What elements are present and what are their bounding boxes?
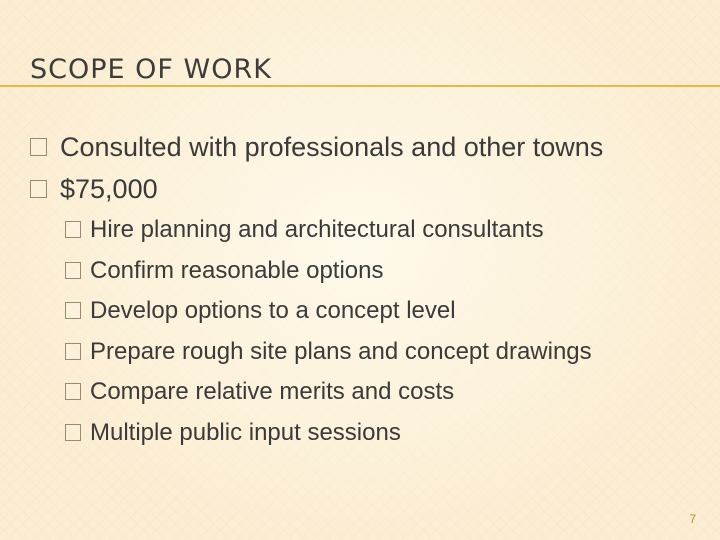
sub-bullet-text: Compare relative merits and costs xyxy=(90,378,455,405)
checkbox-square-icon xyxy=(30,180,47,198)
checkbox-square-icon xyxy=(65,424,81,441)
sub-bullet-text: Multiple public input sessions xyxy=(90,418,401,446)
checkbox-square-icon xyxy=(65,262,81,279)
bullet-item xyxy=(30,126,710,168)
slide-title: SCOPE OF WORK xyxy=(30,54,272,85)
checkbox-square-icon xyxy=(65,221,81,238)
sub-bullet-item xyxy=(30,291,710,332)
checkbox-square-icon xyxy=(65,383,81,400)
sub-bullet-text: Prepare rough site plans and concept drawings xyxy=(90,337,592,365)
checkbox-square-icon xyxy=(65,343,81,360)
checkbox-square-icon xyxy=(30,138,47,156)
bullet-text: $75,000 xyxy=(60,174,158,204)
sub-bullet-item xyxy=(30,332,710,373)
sub-bullet-item xyxy=(30,210,710,251)
page-number: 7 xyxy=(689,512,696,526)
sub-bullet-text: Hire planning and architectural consultants xyxy=(90,216,544,243)
sub-bullet-item xyxy=(30,251,710,292)
checkbox-square-icon xyxy=(65,302,81,319)
bullet-text: Consulted with professionals and other towns xyxy=(60,132,604,162)
bullet-item xyxy=(30,168,710,210)
bullet-list xyxy=(30,126,710,453)
sub-bullet-item xyxy=(30,372,710,413)
sub-bullet-text: Confirm reasonable options xyxy=(90,256,384,284)
title-underline xyxy=(0,85,720,87)
sub-bullet-item xyxy=(30,413,710,454)
sub-bullet-text: Develop options to a concept level xyxy=(90,297,456,324)
